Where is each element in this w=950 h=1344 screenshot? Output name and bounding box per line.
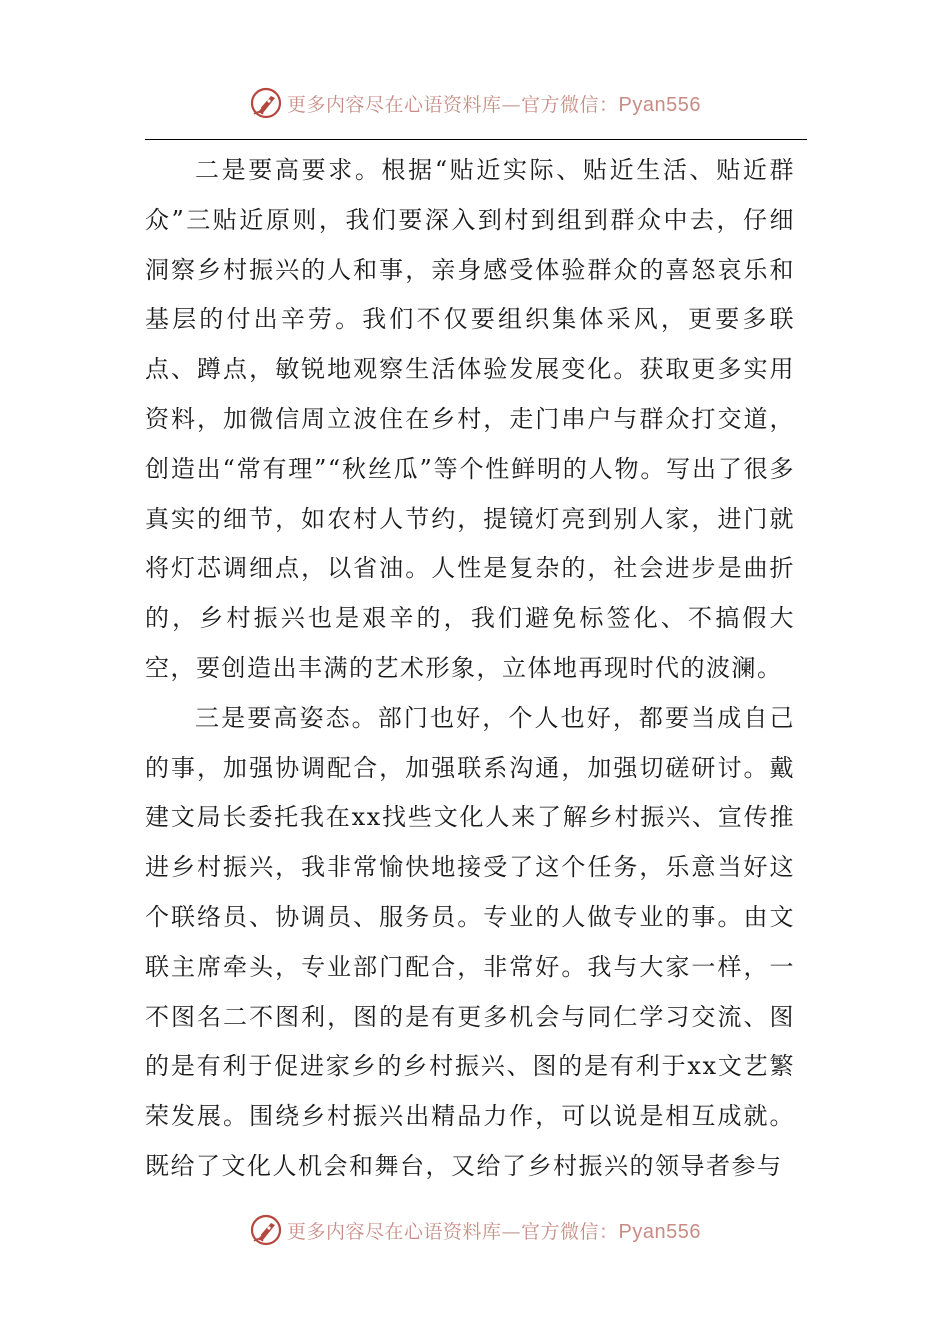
paragraph-high-attitude: 三是要高姿态。部门也好，个人也好，都要当成自己的事，加强协调配合，加强联系沟通，加强切磋研讨。戴建文局长委托我在xx找些文化人来了解乡村振兴、宣传推进乡村振兴，我非常愉快地接受了这个任务，乐意当好这个联络员、协调员、服务员。专业的人做专业的事。由文联主席牵头，专业部门配合，非常好。我与大家一样，一不图名二不图利，图的是有更多机会与同仁学习交流、图的是有利于促进家乡的乡村振兴、图的是有利于xx文艺繁荣发展。围绕乡村振兴出精品力作，可以说是相互成就。既给了文化人机会和舞台，又给了乡村振兴的领导者参与: [145, 703, 795, 1180]
footer-site-text: 更多内容尽在心语资料库: [287, 1220, 502, 1243]
header-divider: [145, 139, 807, 140]
footer-wechat-id: Pyan556: [618, 1220, 701, 1243]
pen-nib-logo-icon: [249, 86, 283, 120]
header-banner-text: [287, 90, 701, 117]
header-site-text: 更多内容尽在心语资料库: [287, 93, 502, 116]
header-banner: [0, 78, 950, 128]
footer-separator: —: [501, 1220, 522, 1243]
footer-banner-text: [287, 1217, 701, 1244]
pen-nib-logo-icon: [249, 1213, 283, 1247]
footer-official-label: 官方微信：: [521, 1220, 619, 1243]
header-wechat-id: Pyan556: [618, 93, 701, 116]
header-official-label: 官方微信：: [521, 93, 619, 116]
footer-banner: [0, 1205, 950, 1255]
document-body: [145, 146, 795, 1192]
header-separator: —: [501, 93, 522, 116]
paragraph-high-requirements: 二是要高要求。根据“贴近实际、贴近生活、贴近群众”三贴近原则，我们要深入到村到组到群众中去，仔细洞察乡村振兴的人和事，亲身感受体验群众的喜怒哀乐和基层的付出辛劳。我们不仅要组织集体采风，更要多联点、蹲点，敏锐地观察生活体验发展变化。获取更多实用资料，加微信周立波住在乡村，走门串户与群众打交道，创造出“常有理”“秋丝瓜”等个性鲜明的人物。写出了很多真实的细节，如农村人节约，提镜灯亮到别人家，进门就将灯芯调细点，以省油。人性是复杂的，社会进步是曲折的，乡村振兴也是艰辛的，我们避免标签化、不搞假大空，要创造出丰满的艺术形象，立体地再现时代的波澜。: [145, 156, 795, 682]
